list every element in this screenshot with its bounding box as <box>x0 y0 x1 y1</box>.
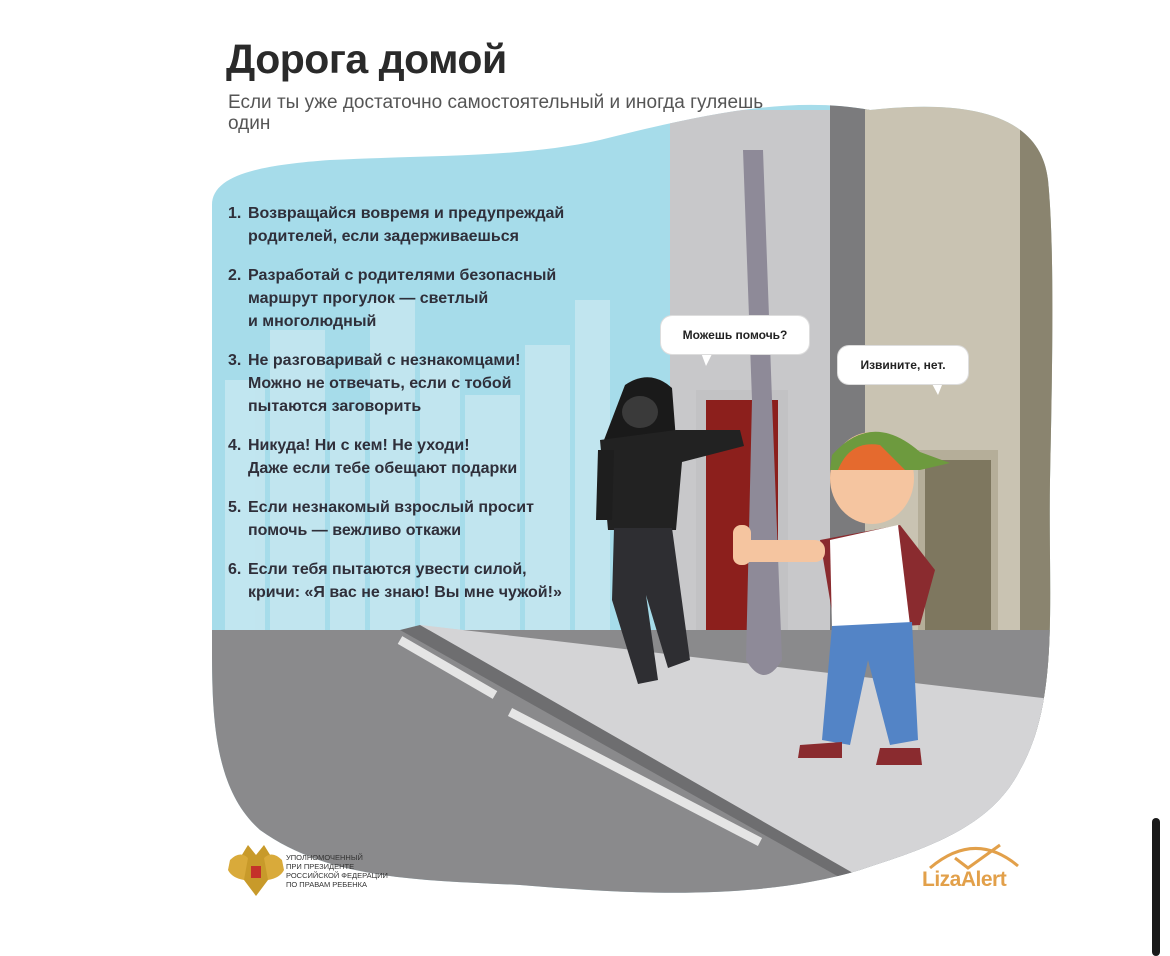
child-speech-bubble: Извините, нет. <box>838 346 968 384</box>
rule-number: 5. <box>228 499 242 516</box>
russian-coat-of-arms-icon <box>228 845 284 896</box>
rule-item <box>228 202 648 248</box>
rule-text: Если тебя пытаются увести силой, кричи: «Я вас не знаю! Вы мне чужой!» <box>248 561 562 601</box>
rule-number: 6. <box>228 561 242 578</box>
lizaalert-logo-text: LizaAlert <box>922 868 1007 891</box>
rule-text: Никуда! Ни с кем! Не уходи! Даже если тебе обещают подарки <box>248 437 518 477</box>
rule-item <box>228 558 648 604</box>
rules-list <box>228 202 648 620</box>
rule-number: 3. <box>228 352 242 369</box>
rule-item <box>228 434 648 480</box>
rule-text: Разработай с родителями безопасный маршрут прогулок — светлый и многолюдный <box>248 267 557 330</box>
page-title: Дорога домой <box>226 36 507 82</box>
stranger-speech-bubble: Можешь помочь? <box>661 316 809 354</box>
ombudsman-label: УПОЛНОМОЧЕННЫЙ ПРИ ПРЕЗИДЕНТЕ РОССИЙСКОЙ ФЕДЕРАЦИИ ПО ПРАВАМ РЕБЕНКА <box>286 853 388 889</box>
rule-item <box>228 349 648 418</box>
rule-number: 2. <box>228 267 242 284</box>
rule-item <box>228 496 648 542</box>
rule-number: 1. <box>228 205 242 222</box>
rule-text: Не разговаривай с незнакомцами! Можно не отвечать, если с тобой пытаются заговорить <box>248 352 521 415</box>
page-subtitle: Если ты уже достаточно самостоятельный и иногда гуляешь один <box>228 92 764 134</box>
rule-text: Если незнакомый взрослый просит помочь — вежливо откажи <box>248 499 534 539</box>
rule-text: Возвращайся вовремя и предупреждай родителей, если задерживаешься <box>248 205 565 245</box>
scrollbar[interactable] <box>1152 818 1160 956</box>
rule-number: 4. <box>228 437 242 454</box>
rule-item <box>228 264 648 333</box>
